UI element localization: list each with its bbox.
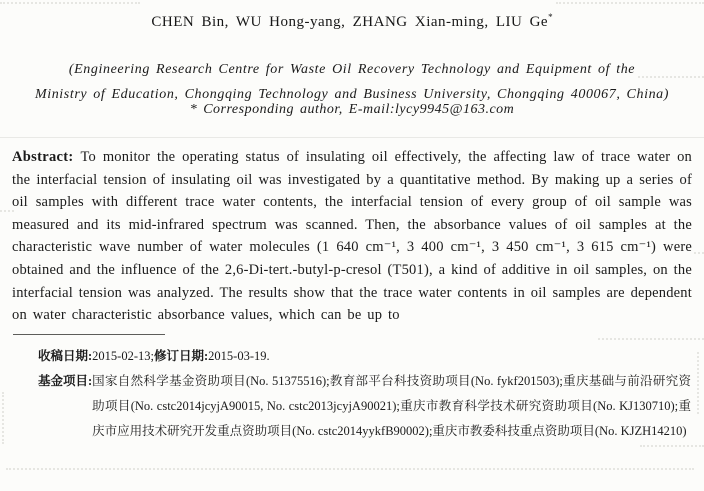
scan-noise [556,2,704,4]
abstract-paragraph [12,146,692,327]
abstract-label: Abstract: [12,149,74,165]
scan-noise [6,468,694,470]
received-date-value: 2015-02-13; [92,349,154,363]
footnote-separator-rule [13,334,165,335]
revised-date-label: 修订日期: [153,349,209,363]
revised-date-value: 2015-03-19. [208,349,270,363]
scan-noise [694,252,704,254]
fund-body: 国家自然科学基金资助项目(No. 51375516);教育部平台科技资助项目(No. fykf201503);重庆基础与前沿研究资助项目(No. cstc2014jcyjA90015, No. cstc2013jcyjA90021);重庆市教育科学技术研究资助项目(No. KJ130710);重庆市应用技术研究开发重点资助项目(No. cstc2014yykfB90002);重庆市教委科技重点资助项目(No. KJZH14210) [92,374,691,438]
author-line [0,12,704,31]
scan-noise [640,445,704,447]
fund-line [38,369,691,444]
abstract-body: To monitor the operating status of insulating oil effectively, the affecting law of trace water on the interfacial tension of insulating oil was investigated by a quantitative method. By making up a series of oil samples with different trace water contents, the interfacial tension of every group of oil sample was measured and its mid-infrared spectrum was scanned. Then, the absorbance values of oil samples at the characteristic wave number of water molecules (1 640 cm⁻¹, 3 400 cm⁻¹, 3 450 cm⁻¹, 3 615 cm⁻¹) were obtained and the influence of the 2,6-Di-tert.-butyl-p-cresol (T501), a kind of additive in oil samples, on the interfacial tension was analyzed. The results show that the trace water contents in oil samples are dependent on water characteristic absorbance values, which can be up to [12,149,692,324]
fund-label: 基金项目: [38,374,93,388]
corresponding-author-line: * Corresponding author, E-mail:lycy9945@163.com [189,102,515,117]
author-names: CHEN Bin, WU Hong-yang, ZHANG Xian-ming, LIU Ge [151,14,549,30]
affiliation-line-2: Ministry of Education, Chongqing Technology and Business University, Chongqing 400067, China) [34,87,670,102]
scan-noise [598,338,704,340]
scan-noise [697,352,699,414]
received-date-label: 收稿日期: [38,349,93,363]
scan-noise [0,2,140,4]
scan-noise [2,392,4,444]
scan-hairline [0,137,704,138]
corresponding-author-mark: * [548,12,553,22]
footnotes-block [38,344,691,444]
dates-line [38,344,691,369]
affiliation-block [0,57,704,107]
affiliation-line-1: (Engineering Research Centre for Waste Oil Recovery Technology and Equipment of the [68,62,636,77]
